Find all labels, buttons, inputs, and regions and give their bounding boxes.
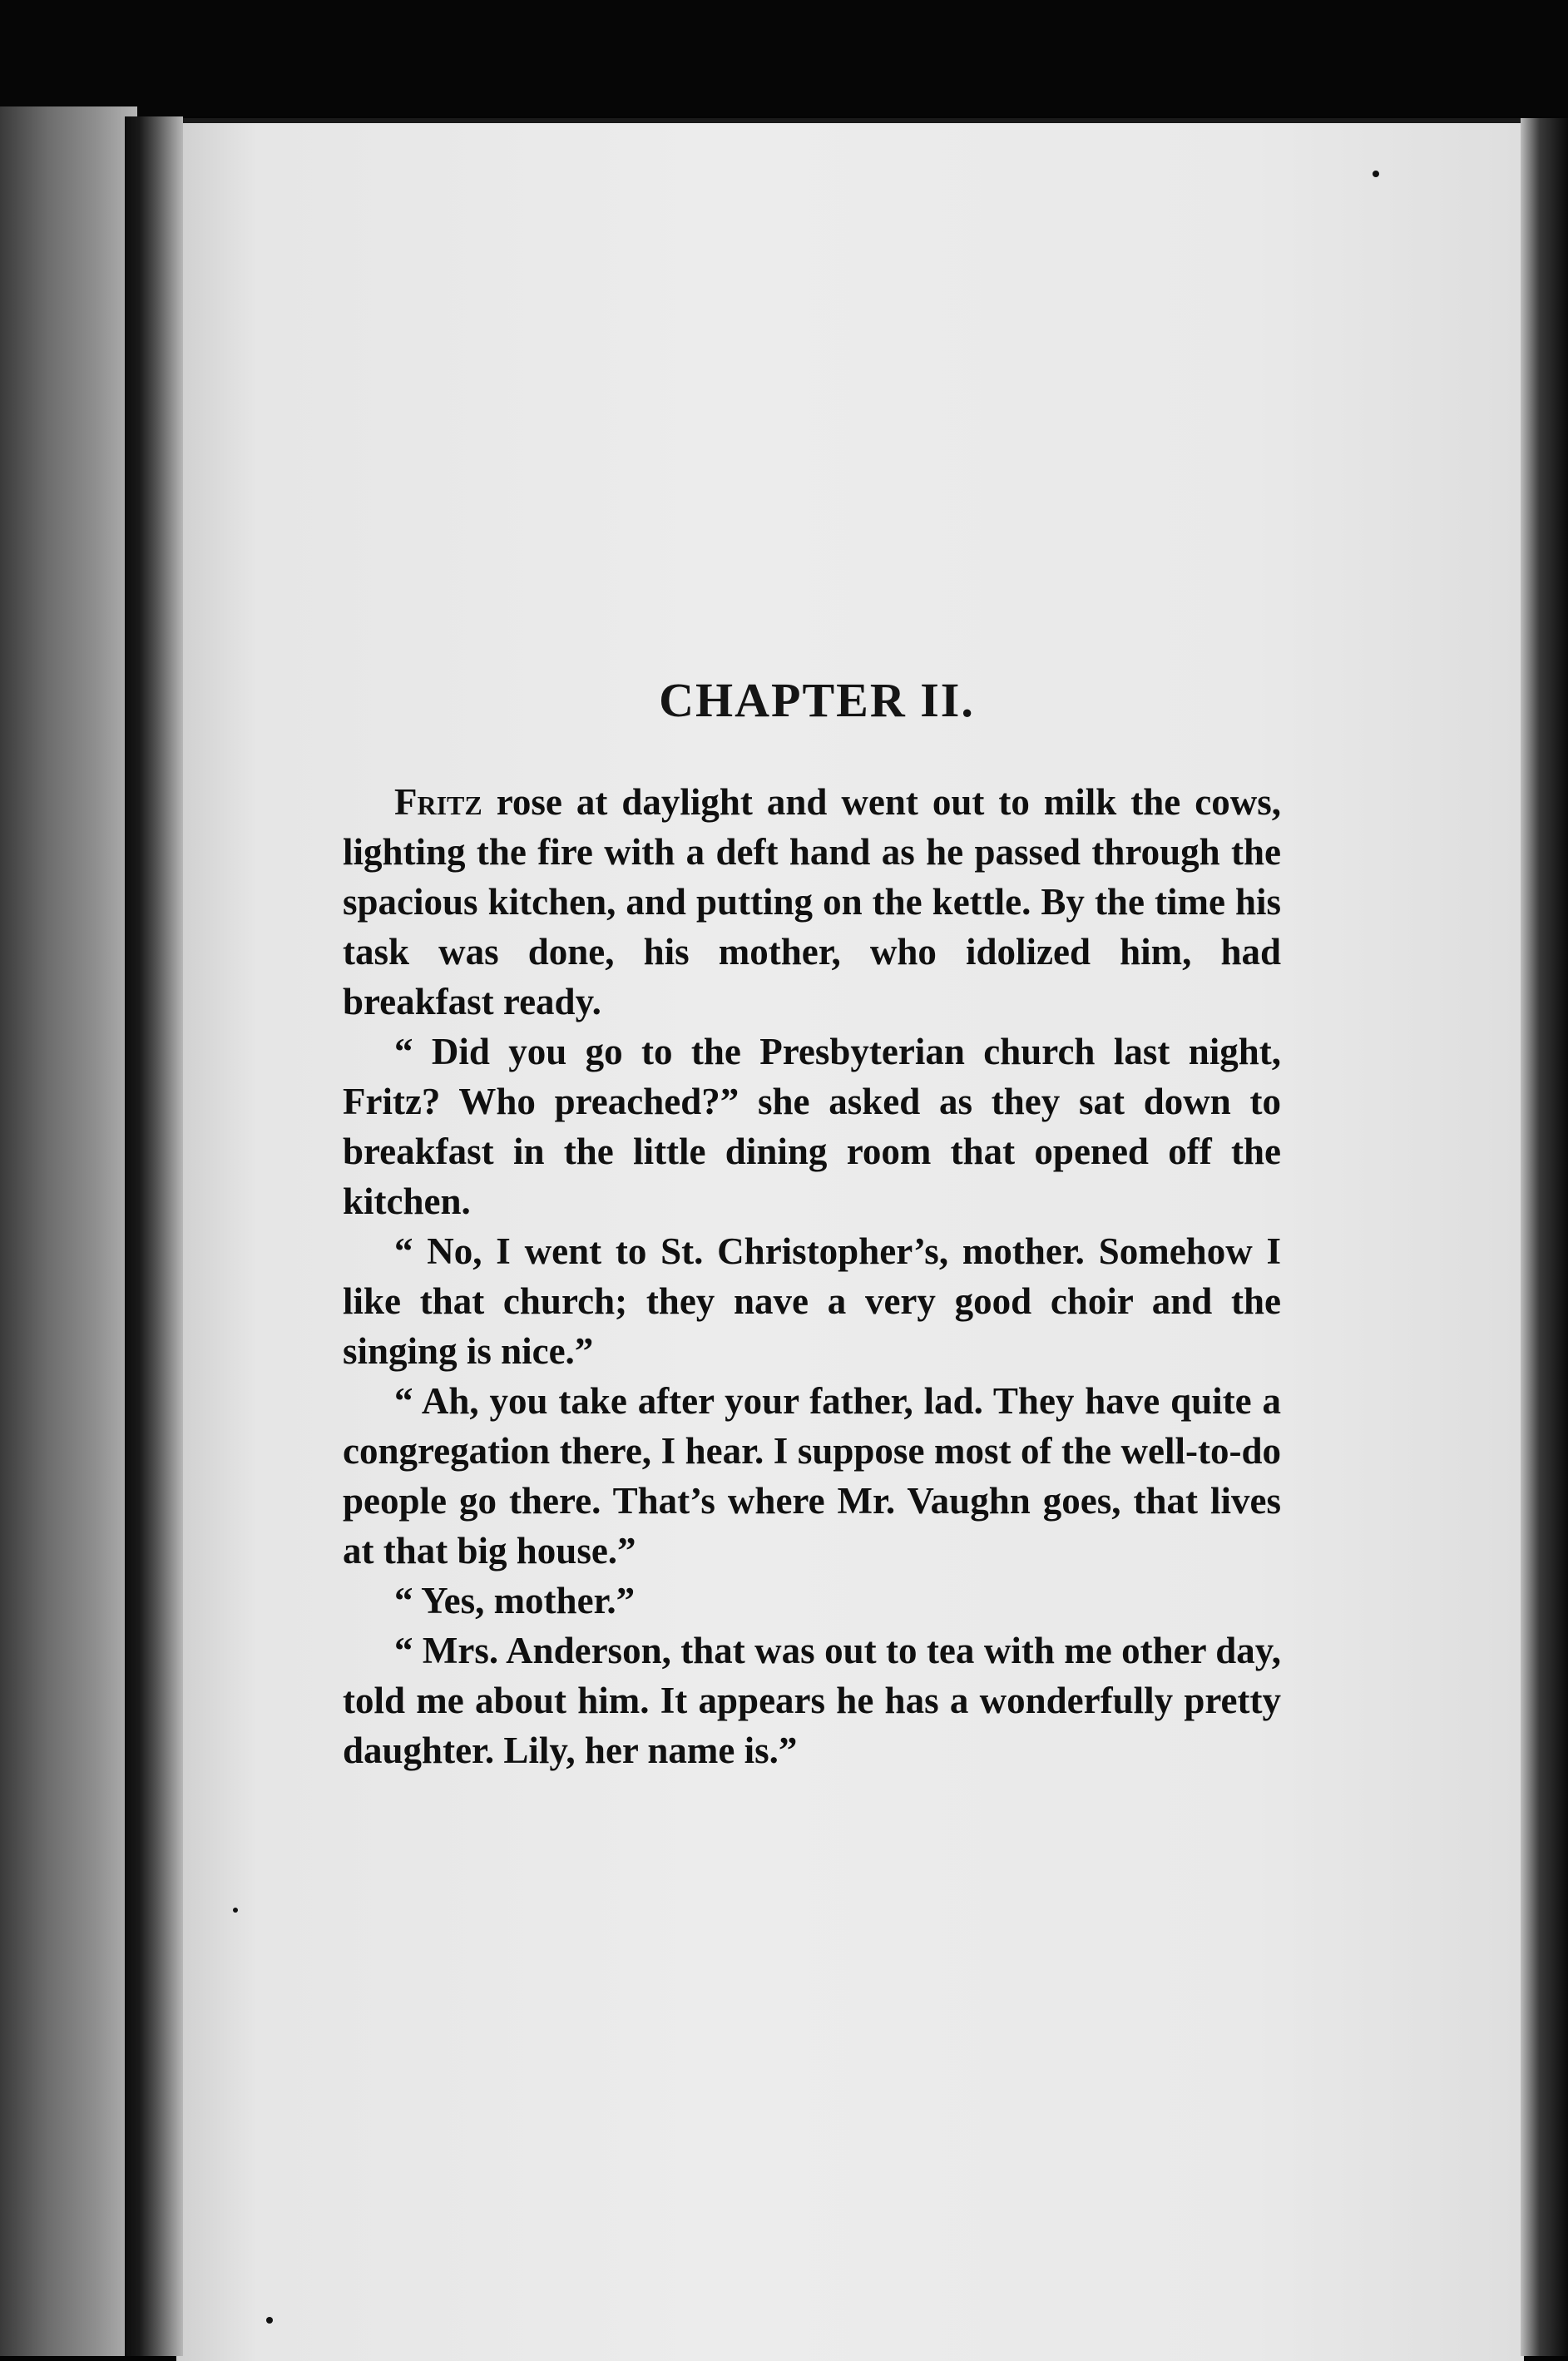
scan-border-right [1521, 118, 1568, 2356]
chapter-heading: CHAPTER II. [659, 673, 975, 727]
scan-speck [266, 2317, 273, 2324]
scan-border-top [0, 0, 1568, 116]
paragraph-1 [343, 777, 1281, 1027]
paragraph-3: “ No, I went to St. Christopher’s, mother. Somehow I like that church; they nave a very good choir and the singing is nice.” [343, 1230, 1281, 1372]
paragraph-lead-word: Fritz [394, 781, 482, 823]
paragraph-4: “ Ah, you take after your father, lad. They have quite a congregation there, I hear. I suppose most of the well-to-do people go there. That’s where Mr. Vaughn goes, that lives at that big house.” [343, 1380, 1281, 1572]
paragraph-6: “ Mrs. Anderson, that was out to tea with me other day, told me about him. It appears he has a wonderfully pretty daughter. Lily, her name is.” [343, 1630, 1281, 1771]
chapter-body [343, 777, 1281, 1775]
paragraph-5: “ Yes, mother.” [394, 1580, 636, 1621]
facing-page-edge [0, 106, 137, 2356]
scan-speck [233, 1908, 238, 1913]
paragraph-text: rose at daylight and went out to milk the cows, lighting the fire with a deft hand as he passed through the spacious kitchen, and putting on the kettle. By the time his task was done, his mother, who idolized him, had breakfast ready. [343, 781, 1281, 1022]
paragraph-2: “ Did you go to the Presbyterian church last night, Fritz? Who preached?” she asked as they sat down to breakfast in the little dining room that opened off the kitchen. [343, 1031, 1281, 1222]
scan-speck [1373, 171, 1379, 177]
book-gutter [125, 116, 183, 2356]
